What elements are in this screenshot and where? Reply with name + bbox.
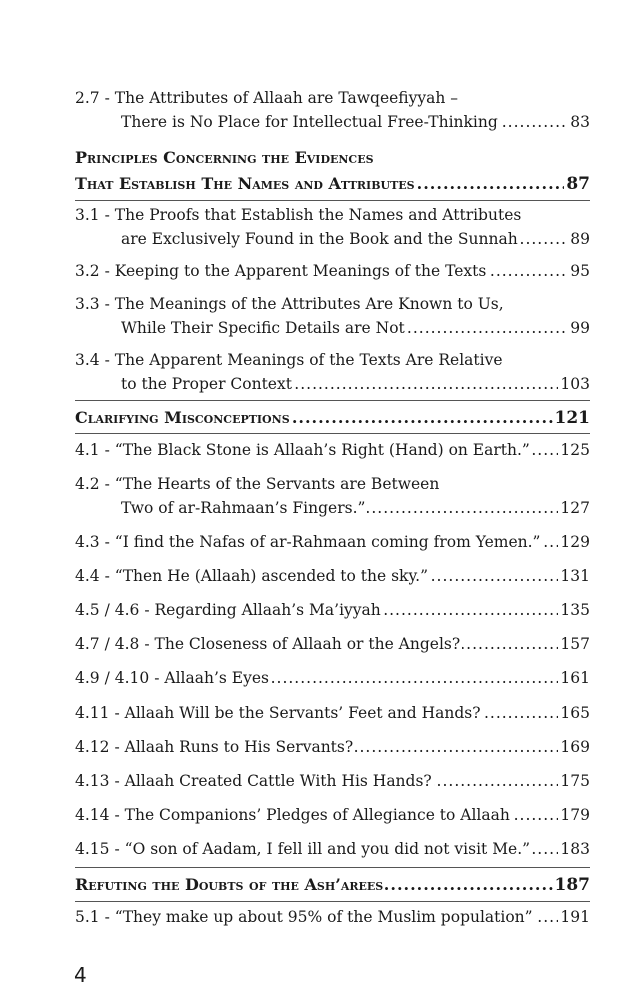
entry-page: 127 [558,496,590,520]
entry-page: 175 [558,769,590,793]
toc-entry-heading [75,438,532,462]
entry-number: 4.13 [75,772,110,790]
entry-page: 161 [558,666,590,690]
entry-number: 4.14 [75,806,110,824]
toc-entry-4-11[interactable] [75,701,590,725]
entry-title-line1: Regarding Allaah’s Ma’iyyah [154,601,381,619]
entry-separator: - [144,635,150,653]
entry-separator: - [154,669,160,687]
page-number: 4 [74,963,87,987]
entry-title-line1: The Closeness of Allaah or the Angels? [154,635,461,653]
entry-separator: - [104,295,110,313]
entry-page: 135 [558,598,590,622]
entry-number: 4.3 [75,533,100,551]
entry-number: 3.4 [75,351,100,369]
toc-entry-3-3[interactable] [75,292,590,340]
entry-number: 2.7 [75,89,100,107]
toc-entry-heading [75,86,458,110]
section-page: 121 [553,405,591,431]
entry-separator: - [104,441,110,459]
entry-separator: - [114,806,120,824]
entry-title-line1: “I find the Nafas of ar-Rahmaan coming from Yemen.” [114,533,541,551]
toc-entry-4-7[interactable] [75,632,590,656]
entry-page: 103 [558,372,590,396]
entry-title-line1: “O son of Aadam, I fell ill and you did not visit Me.” [124,840,531,858]
section-divider [75,200,590,201]
section-divider [75,433,590,434]
entry-page: 165 [558,701,590,725]
entry-title-line2: While Their Specific Details are Not [75,316,407,340]
entry-page: 183 [558,837,590,861]
toc-section-principles[interactable] [75,145,590,197]
entry-separator: - [104,567,110,585]
toc-entry-4-5[interactable] [75,598,590,622]
toc-entry-heading [75,472,439,496]
toc-entry-4-1[interactable] [75,438,590,462]
toc-section-misconceptions[interactable] [75,405,590,431]
entry-title-line2: Two of ar-Rahmaan’s Fingers.” [75,496,367,520]
entry-separator: - [114,704,120,722]
toc-entry-4-3[interactable] [75,530,590,554]
toc-entry-5-1[interactable] [75,905,590,929]
entry-number: 3.1 [75,206,100,224]
entry-page: 131 [558,564,590,588]
toc-section-ashaarees[interactable] [75,872,590,898]
toc-entry-heading [75,632,462,656]
toc-entry-heading [75,666,271,690]
toc-entry-2-7[interactable] [75,86,590,134]
section-page: 87 [564,171,590,197]
entry-title-line1: The Attributes of Allaah are Tawqeefiyyah – [114,89,459,107]
toc-entry-4-9[interactable] [75,666,590,690]
entry-page: 157 [558,632,590,656]
entry-title-line1: Allaah Will be the Servants’ Feet and Hands? [124,704,481,722]
toc-entry-4-14[interactable] [75,803,590,827]
entry-number: 4.1 [75,441,100,459]
entry-separator: - [144,601,150,619]
toc-entry-heading [75,701,483,725]
entry-number: 5.1 [75,908,100,926]
entry-title-line1: The Proofs that Establish the Names and Attributes [114,206,522,224]
entry-separator: - [114,840,120,858]
entry-number: 3.3 [75,295,100,313]
section-divider [75,901,590,902]
toc-entry-4-13[interactable] [75,769,590,793]
entry-separator: - [104,908,110,926]
entry-title-line1: Allaah Runs to His Servants? [124,738,354,756]
entry-number: 3.2 [75,262,100,280]
entry-title-line1: Keeping to the Apparent Meanings of the Texts [114,262,487,280]
toc-entry-4-15[interactable] [75,837,590,861]
entry-page: 95 [568,259,590,283]
toc-entry-heading [75,905,535,929]
entry-number: 4.12 [75,738,110,756]
section-title-line1: Refuting the Doubts of the Ash’arees [75,872,385,898]
toc-entry-heading [75,292,504,316]
section-title-line1: Clarifying Misconceptions [75,405,292,431]
toc-entry-3-1[interactable] [75,203,590,251]
toc-entry-heading [75,598,383,622]
entry-page: 169 [558,735,590,759]
entry-page: 191 [558,905,590,929]
toc-entry-heading [75,564,430,588]
entry-separator: - [114,772,120,790]
section-title-line1: Principles Concerning the Evidences [75,148,374,167]
entry-title-line1: The Companions’ Pledges of Allegiance to Allaah [124,806,510,824]
entry-separator: - [104,533,110,551]
toc-entry-heading [75,803,512,827]
entry-number: 4.4 [75,567,100,585]
entry-title-line2: There is No Place for Intellectual Free-Thinking [75,110,500,134]
toc-entry-4-4[interactable] [75,564,590,588]
entry-title-line1: Allaah’s Eyes [164,669,269,687]
entry-title-line1: The Apparent Meanings of the Texts Are Relative [114,351,503,369]
toc-entry-heading [75,837,532,861]
entry-title-line1: “The Black Stone is Allaah’s Right (Hand) on Earth.” [114,441,530,459]
entry-number: 4.9 / 4.10 [75,669,150,687]
entry-separator: - [104,206,110,224]
entry-title-line1: Allaah Created Cattle With His Hands? [124,772,432,790]
toc-entry-heading [75,769,434,793]
toc-entry-heading [75,735,355,759]
entry-page: 125 [558,438,590,462]
entry-title-line1: “Then He (Allaah) ascended to the sky.” [114,567,428,585]
entry-separator: - [104,475,110,493]
toc-entry-heading [75,530,543,554]
entry-title-line1: “The Hearts of the Servants are Between [114,475,440,493]
section-divider [75,400,590,401]
entry-page: 99 [568,316,590,340]
entry-page: 179 [558,803,590,827]
entry-number: 4.7 / 4.8 [75,635,140,653]
toc-entry-4-2[interactable] [75,472,590,520]
entry-separator: - [104,89,110,107]
entry-title-line2: are Exclusively Found in the Book and the Sunnah [75,227,520,251]
toc-entry-4-12[interactable] [75,735,590,759]
toc-entry-heading [75,259,488,283]
entry-number: 4.15 [75,840,110,858]
section-title-line2: That Establish The Names and Attributes [75,171,417,197]
entry-number: 4.2 [75,475,100,493]
toc-entry-3-4[interactable] [75,348,590,396]
section-page: 187 [553,872,591,898]
toc-entry-heading [75,203,521,227]
section-divider [75,867,590,868]
entry-title-line2: to the Proper Context [75,372,294,396]
entry-page: 83 [568,110,590,134]
entry-separator: - [104,262,110,280]
entry-page: 129 [558,530,590,554]
entry-number: 4.11 [75,704,110,722]
entry-separator: - [114,738,120,756]
entry-title-line1: The Meanings of the Attributes Are Known to Us, [114,295,504,313]
entry-separator: - [104,351,110,369]
toc-entry-heading [75,348,503,372]
entry-page: 89 [568,227,590,251]
entry-title-line1: “They make up about 95% of the Muslim population” [114,908,533,926]
entry-number: 4.5 / 4.6 [75,601,140,619]
toc-entry-3-2[interactable] [75,259,590,283]
